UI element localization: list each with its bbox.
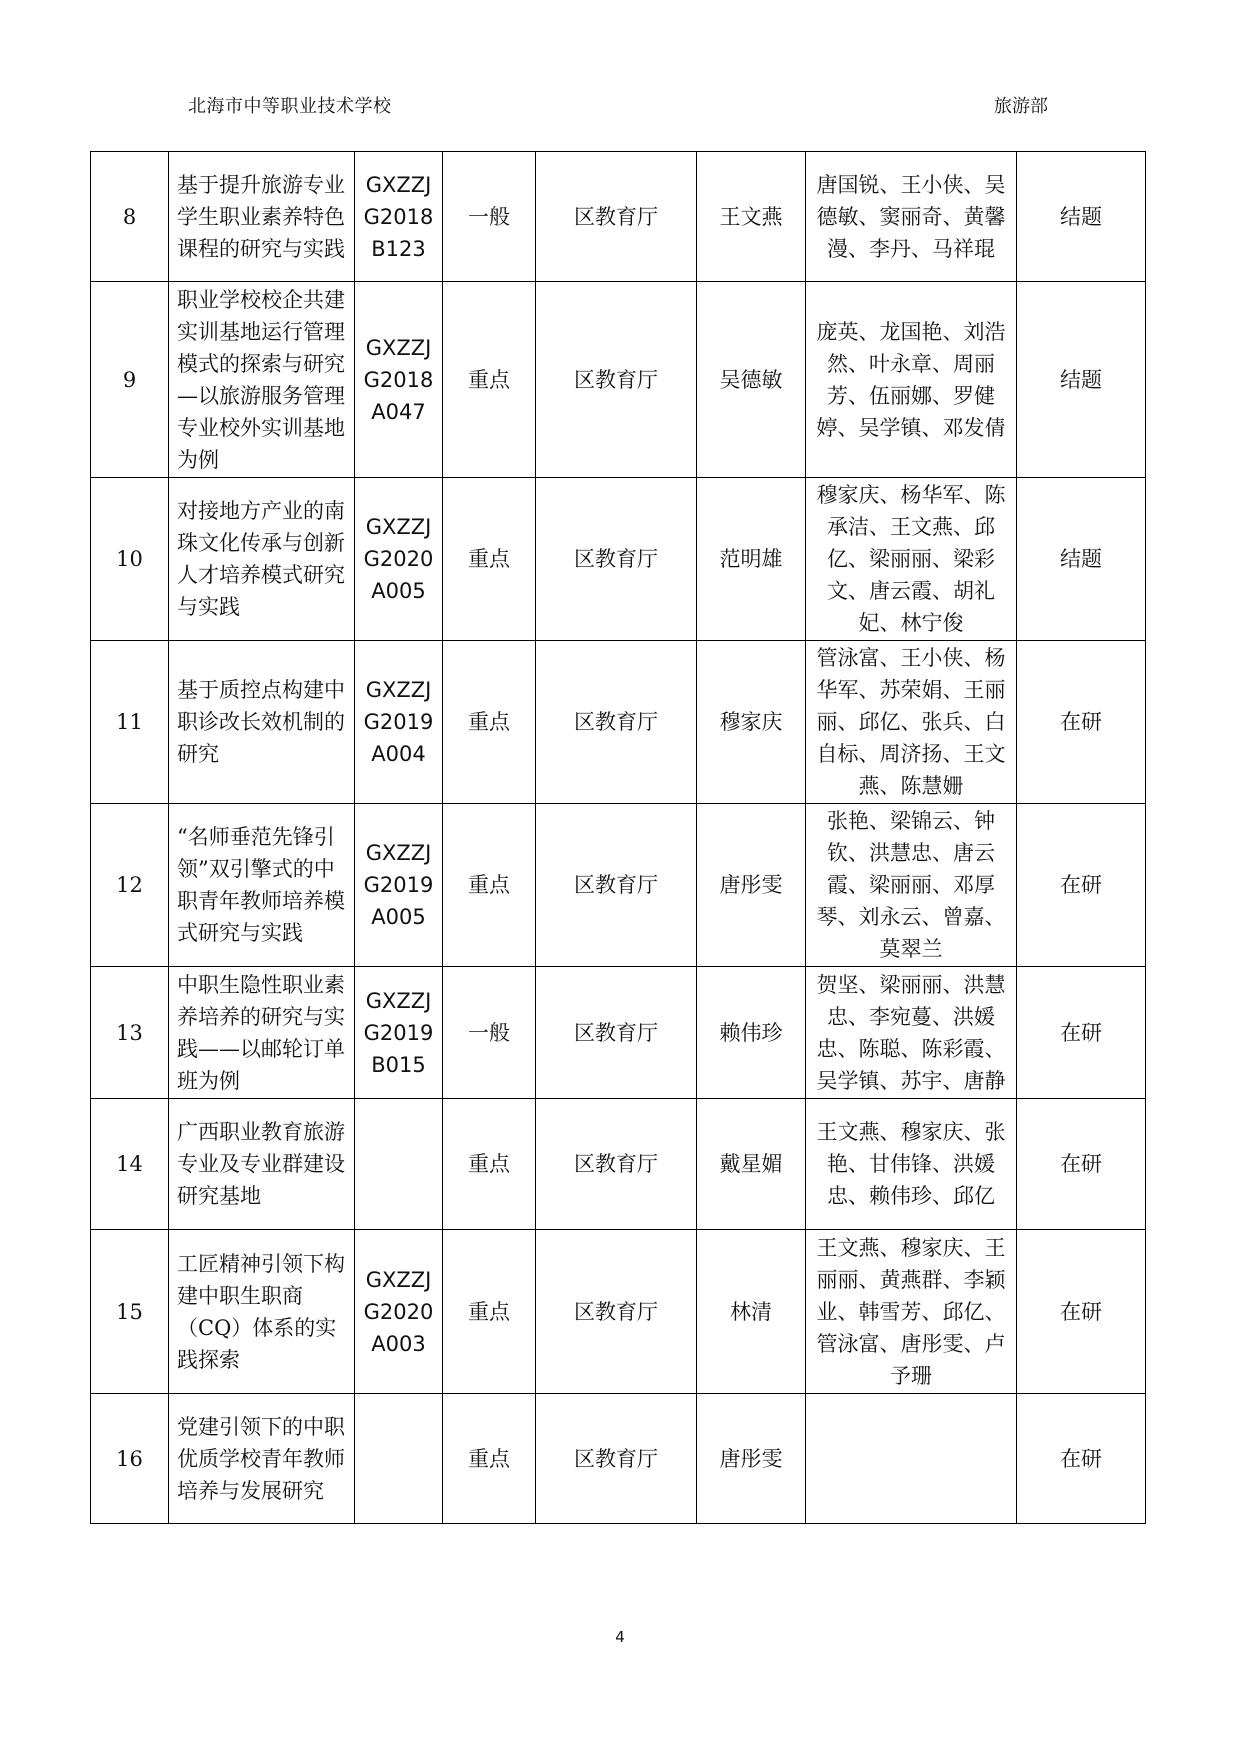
approving-department: 区教育厅 (536, 478, 697, 641)
row-number: 13 (91, 967, 169, 1099)
project-code-line: B123 (371, 236, 426, 261)
table-row (91, 152, 1146, 282)
project-host: 赖伟珍 (697, 967, 806, 1099)
project-code (355, 804, 443, 967)
project-host: 范明雄 (697, 478, 806, 641)
project-code-line: GXZZJ (365, 172, 432, 197)
project-level: 重点 (443, 282, 536, 478)
project-host: 穆家庆 (697, 641, 806, 804)
project-code-line: GXZZJ (365, 1267, 432, 1292)
project-level: 重点 (443, 1230, 536, 1394)
projects-table (90, 151, 1146, 1524)
project-host: 吴德敏 (697, 282, 806, 478)
project-level: 重点 (443, 1394, 536, 1524)
project-title: “名师垂范先锋引领”双引擎式的中职青年教师培养模式研究与实践 (169, 804, 355, 967)
row-number: 11 (91, 641, 169, 804)
approving-department: 区教育厅 (536, 152, 697, 282)
project-status: 结题 (1017, 282, 1146, 478)
project-code-line: B015 (371, 1052, 426, 1077)
project-title: 对接地方产业的南珠文化传承与创新人才培养模式研究与实践 (169, 478, 355, 641)
project-status: 在研 (1017, 641, 1146, 804)
row-number: 14 (91, 1099, 169, 1230)
page-number: 4 (615, 1628, 625, 1646)
table-row (91, 1230, 1146, 1394)
row-number: 16 (91, 1394, 169, 1524)
project-level: 重点 (443, 804, 536, 967)
project-code-line: A005 (371, 905, 426, 929)
project-status: 在研 (1017, 804, 1146, 967)
table-row (91, 967, 1146, 1099)
project-members: 贺坚、梁丽丽、洪慧忠、李宛蔓、洪媛忠、陈聪、陈彩霞、吴学镇、苏宇、唐静 (806, 967, 1017, 1099)
project-code-line: A003 (371, 1331, 426, 1356)
project-title: 党建引领下的中职优质学校青年教师培养与发展研究 (169, 1394, 355, 1524)
project-code-line: G2019 (363, 710, 434, 734)
project-code-line: GXZZJ (365, 515, 432, 539)
project-level: 一般 (443, 967, 536, 1099)
project-members (806, 1394, 1017, 1524)
project-status: 结题 (1017, 478, 1146, 641)
project-status: 在研 (1017, 1394, 1146, 1524)
project-status: 在研 (1017, 1099, 1146, 1230)
project-code (355, 641, 443, 804)
table-row (91, 804, 1146, 967)
project-code-line: A047 (371, 399, 426, 424)
row-number: 15 (91, 1230, 169, 1394)
project-code-line: G2018 (363, 367, 434, 392)
project-members: 张艳、梁锦云、钟钦、洪慧忠、唐云霞、梁丽丽、邓厚琴、刘永云、曾嘉、莫翠兰 (806, 804, 1017, 967)
project-host: 林清 (697, 1230, 806, 1394)
project-host: 戴星媚 (697, 1099, 806, 1230)
project-code-line: GXZZJ (365, 988, 432, 1013)
project-code (355, 282, 443, 478)
project-code (355, 967, 443, 1099)
approving-department: 区教育厅 (536, 967, 697, 1099)
project-level: 重点 (443, 1099, 536, 1230)
project-code (355, 1230, 443, 1394)
project-code-line: GXZZJ (365, 335, 432, 360)
project-members: 王文燕、穆家庆、王丽丽、黄燕群、李颖业、韩雪芳、邱亿、管泳富、唐彤雯、卢予珊 (806, 1230, 1017, 1394)
project-status: 结题 (1017, 152, 1146, 282)
project-status: 在研 (1017, 967, 1146, 1099)
project-host: 唐彤雯 (697, 804, 806, 967)
project-title: 基于质控点构建中职诊改长效机制的研究 (169, 641, 355, 804)
project-code-line: A005 (371, 579, 426, 603)
project-code (355, 478, 443, 641)
project-title: 广西职业教育旅游专业及专业群建设研究基地 (169, 1099, 355, 1230)
table-row (91, 478, 1146, 641)
row-number: 10 (91, 478, 169, 641)
project-members: 穆家庆、杨华军、陈承洁、王文燕、邱亿、梁丽丽、梁彩文、唐云霞、胡礼妃、林宁俊 (806, 478, 1017, 641)
project-title: 工匠精神引领下构建中职生职商（CQ）体系的实践探索 (169, 1230, 355, 1394)
project-code (355, 1394, 443, 1524)
project-title: 基于提升旅游专业学生职业素养特色课程的研究与实践 (169, 152, 355, 282)
project-status: 在研 (1017, 1230, 1146, 1394)
project-code-line: GXZZJ (365, 841, 432, 865)
approving-department: 区教育厅 (536, 1099, 697, 1230)
project-members: 王文燕、穆家庆、张艳、甘伟锋、洪媛忠、赖伟珍、邱亿 (806, 1099, 1017, 1230)
project-code (355, 152, 443, 282)
row-number: 9 (91, 282, 169, 478)
approving-department: 区教育厅 (536, 282, 697, 478)
table-body (91, 152, 1146, 1524)
project-members: 管泳富、王小侠、杨华军、苏荣娟、王丽丽、邱亿、张兵、白自标、周济扬、王文燕、陈慧姗 (806, 641, 1017, 804)
table-row (91, 641, 1146, 804)
approving-department: 区教育厅 (536, 804, 697, 967)
project-code-line: G2019 (363, 1020, 434, 1045)
project-members: 庞英、龙国艳、刘浩然、叶永章、周丽芳、伍丽娜、罗健婷、吴学镇、邓发倩 (806, 282, 1017, 478)
table-row (91, 1099, 1146, 1230)
project-level: 重点 (443, 478, 536, 641)
project-code-line: GXZZJ (365, 678, 432, 702)
project-code-line: G2018 (363, 204, 434, 229)
project-code-line: G2020 (363, 547, 434, 571)
project-host: 唐彤雯 (697, 1394, 806, 1524)
table-row (91, 282, 1146, 478)
row-number: 8 (91, 152, 169, 282)
approving-department: 区教育厅 (536, 1394, 697, 1524)
project-code-line: A004 (371, 742, 426, 766)
department-name: 旅游部 (994, 96, 1048, 117)
project-host: 王文燕 (697, 152, 806, 282)
project-level: 一般 (443, 152, 536, 282)
project-code (355, 1099, 443, 1230)
project-code-line: G2019 (363, 873, 434, 897)
row-number: 12 (91, 804, 169, 967)
project-title: 中职生隐性职业素养培养的研究与实践——以邮轮订单班为例 (169, 967, 355, 1099)
project-members: 唐国锐、王小侠、吴德敏、窦丽奇、黄馨漫、李丹、马祥琨 (806, 152, 1017, 282)
approving-department: 区教育厅 (536, 1230, 697, 1394)
approving-department: 区教育厅 (536, 641, 697, 804)
table-row (91, 1394, 1146, 1524)
project-code-line: G2020 (363, 1299, 434, 1324)
project-title: 职业学校校企共建实训基地运行管理模式的探索与研究—以旅游服务管理专业校外实训基地为例 (169, 282, 355, 478)
project-level: 重点 (443, 641, 536, 804)
school-name: 北海市中等职业技术学校 (188, 96, 392, 117)
